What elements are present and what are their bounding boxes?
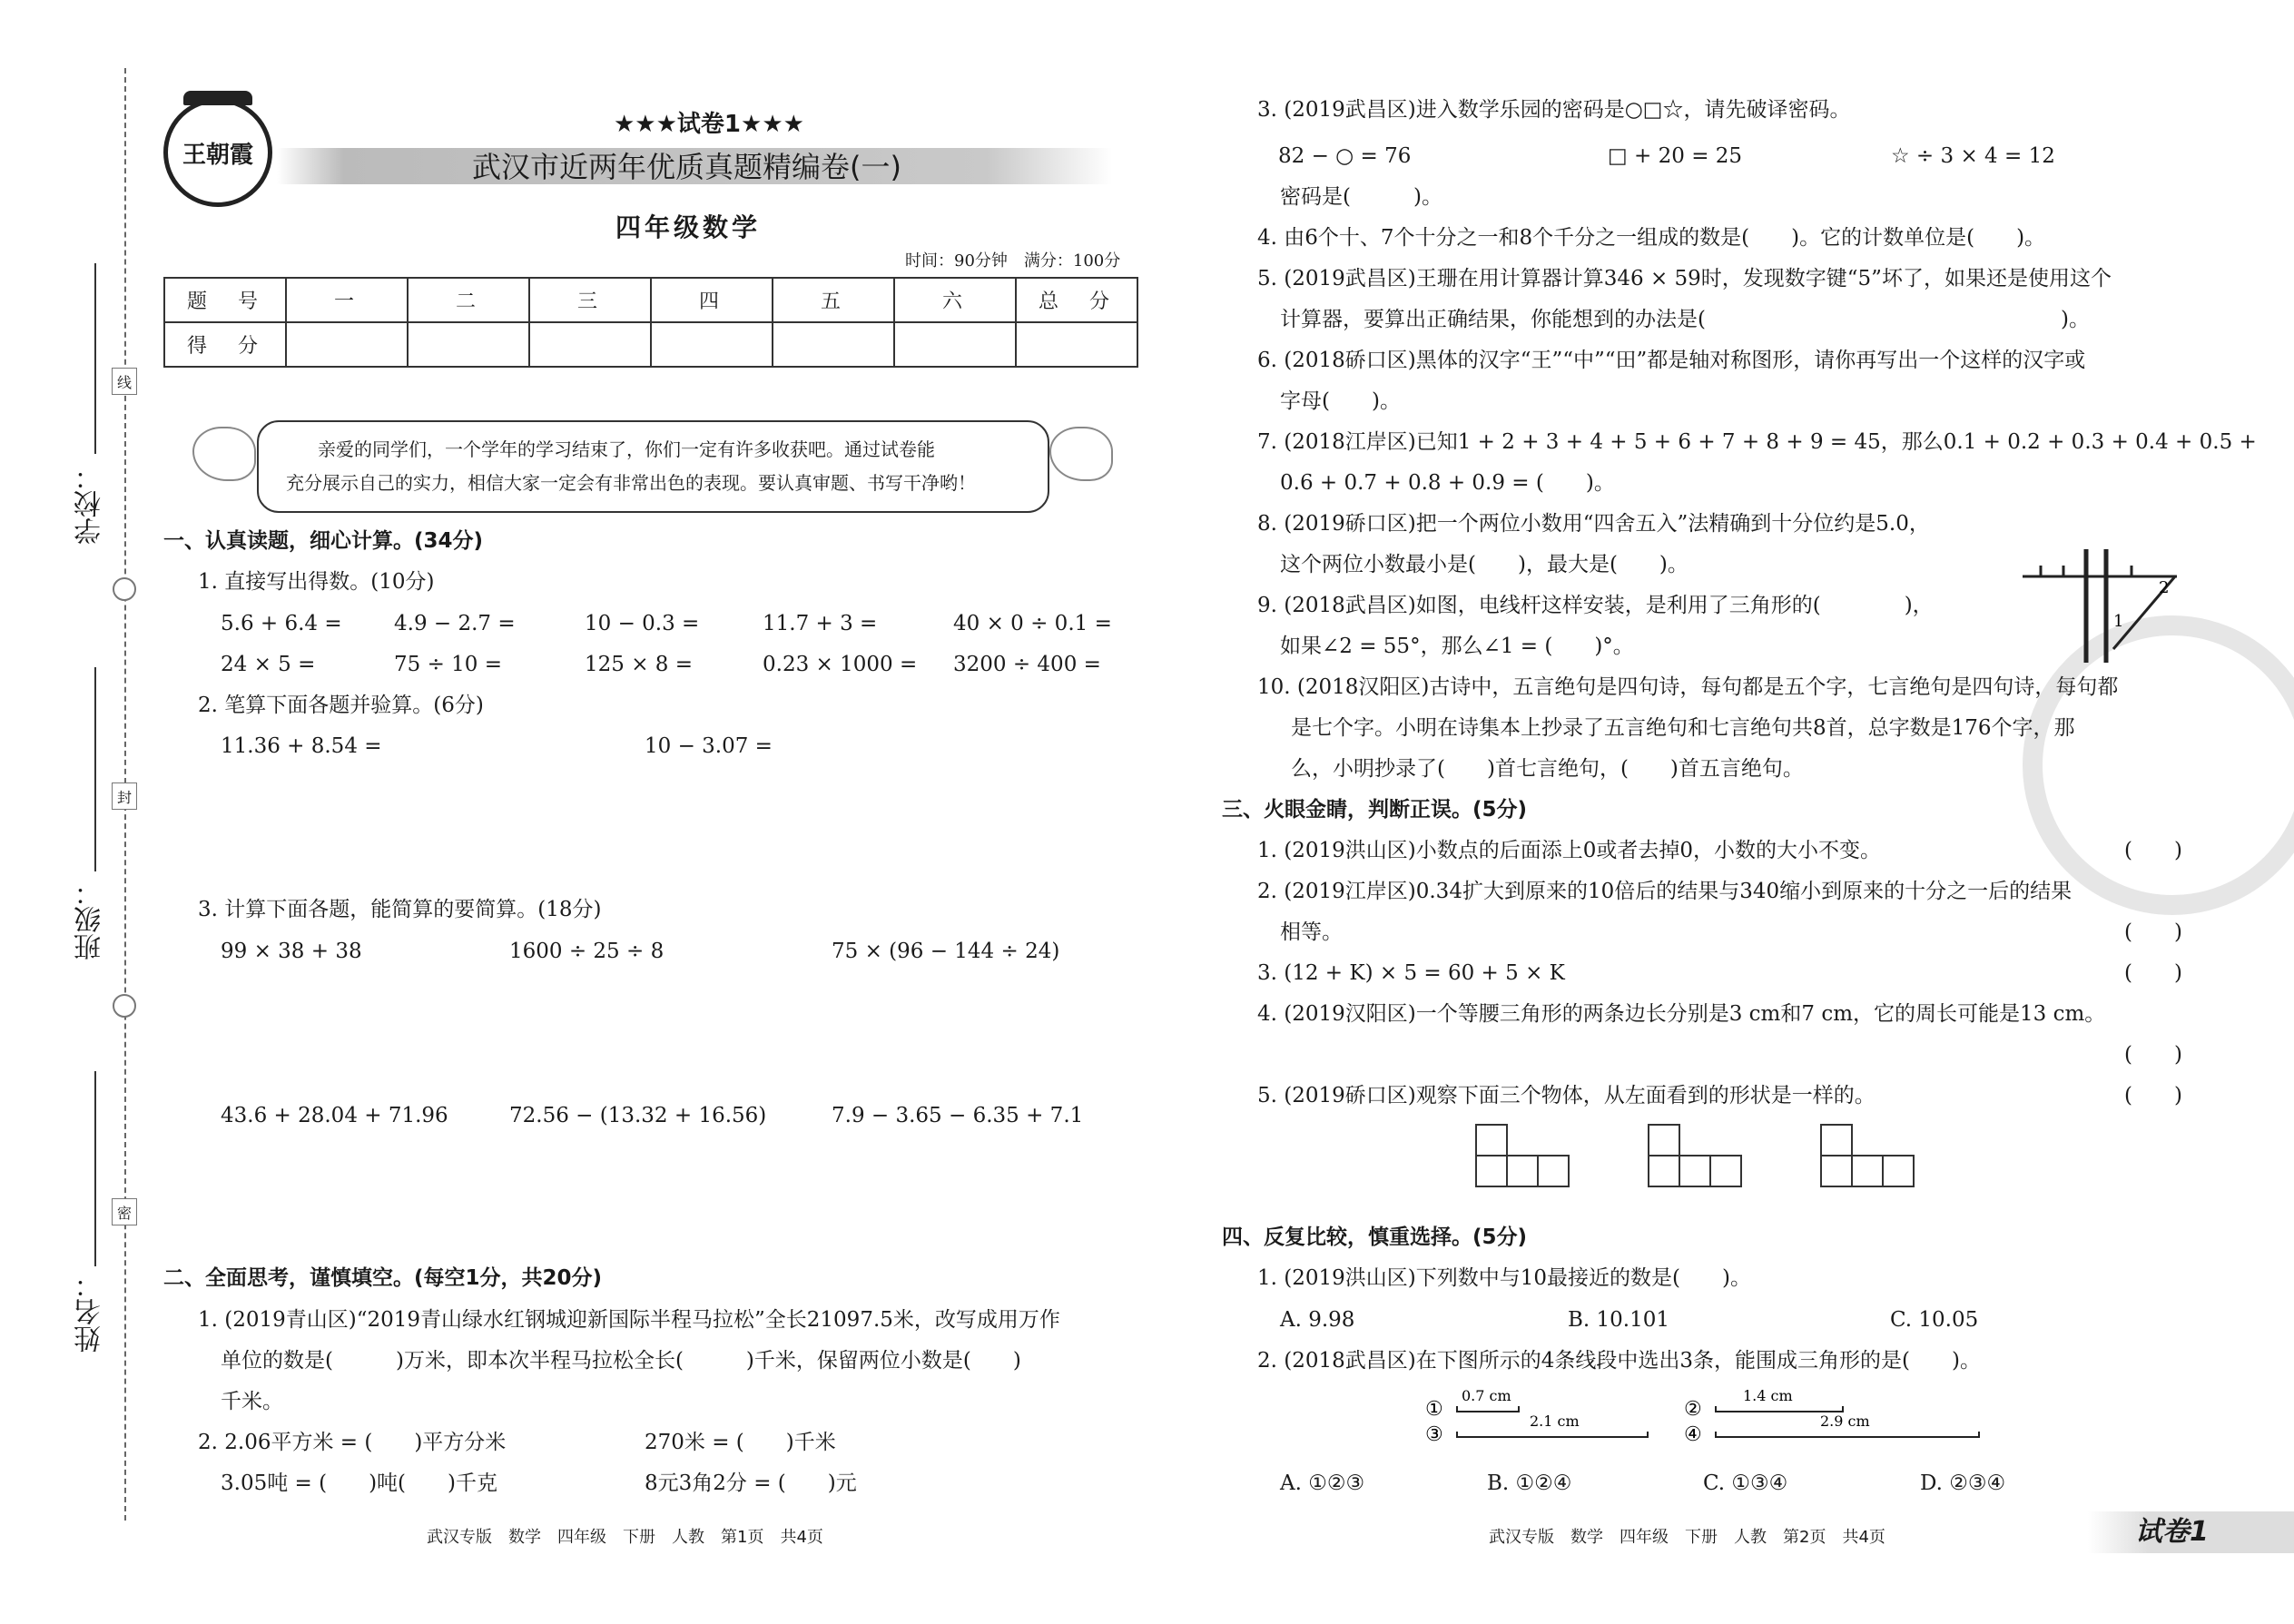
segment-label-4: ④ [1684,1423,1702,1446]
segment-length-3: 2.1 cm [1530,1412,1580,1430]
choice-2-option[interactable]: D. ②③④ [1920,1471,2006,1495]
angle-2-label: 2 [2159,578,2170,597]
q1-item: 4.9 − 2.7 = [394,612,516,635]
greeting-box [257,420,1049,513]
fill-1-line-1: 1. (2019青山区)“2019青山绿水红钢城迎新国际半程马拉松”全长21097.5米，改写成用万作 [198,1308,1060,1332]
fill-7-line-2: 0.6 + 0.7 + 0.8 + 0.9 = ( )。 [1280,471,1615,495]
score-header-cell: 一 [286,278,408,322]
cut-dot-icon [113,994,136,1018]
name-field[interactable] [94,1071,96,1266]
fill-1-line-3: 千米。 [221,1390,283,1413]
fill-2-a: 2. 2.06平方米 = ( )平方分米 [198,1431,507,1454]
segment-label-1: ① [1425,1398,1443,1421]
section-2-title: 二、全面思考，谨慎填空。(每空1分，共20分) [163,1266,603,1290]
cube [1709,1155,1742,1187]
score-cell[interactable] [1016,322,1137,367]
q2-work-area[interactable] [163,763,1144,890]
judge-2-line-2: 相等。 [1280,920,1343,944]
score-header-cell: 六 [894,278,1016,322]
class-label: 班级： [74,879,106,960]
judge-3: 3. (12 + K) × 5 = 60 + 5 × K [1257,961,1565,985]
q3-work-area[interactable] [163,968,1144,1095]
score-cell[interactable] [408,322,529,367]
cube [1820,1124,1853,1156]
wing-left-icon [192,427,256,481]
choice-1-option[interactable]: C. 10.05 [1890,1308,1979,1332]
q3-title: 3. 计算下面各题，能简算的要简算。(18分) [198,898,602,921]
q2-item: 10 − 3.07 = [645,734,773,758]
fill-4: 4. 由6个十、7个十分之一和8个千分之一组成的数是( )。它的计数单位是( )。 [1257,226,2046,250]
choice-2-option[interactable]: A. ①②③ [1280,1471,1365,1495]
fill-8-line-2: 这个两位小数最小是( )，最大是( )。 [1280,553,1689,576]
fill-10-line-1: 10. (2018汉阳区)古诗中，五言绝句是四句诗，每句都是五个字，七言绝句是四句诗，每句都 [1257,675,2119,699]
choice-1-option[interactable]: A. 9.98 [1280,1308,1355,1332]
q3-work-area[interactable] [163,1133,1144,1260]
cube [1475,1155,1508,1187]
choice-2-option[interactable]: C. ①③④ [1703,1471,1788,1495]
logo-text: 王朝霞 [182,141,253,169]
page-2-footer: 武汉专版 数学 四年级 下册 人教 第2页 共4页 [1489,1528,1885,1547]
segment-length-4: 2.9 cm [1820,1412,1870,1430]
segment-1 [1457,1406,1519,1412]
fill-3-eq: 82 − ○ = 76 [1278,144,1412,168]
cut-mark-secret: 密 [112,1198,137,1225]
fill-5-line-1: 5. (2019武昌区)王珊在用计算器计算346 × 59时，发现数字键“5”坏了，如果还是使用这个 [1257,267,2112,290]
fill-3-answer: 密码是( )。 [1280,185,1442,209]
judge-5: 5. (2019硚口区)观察下面三个物体，从左面看到的形状是一样的。 [1257,1084,1876,1107]
choice-1: 1. (2019洪山区)下列数中与10最接近的数是( )。 [1257,1266,1751,1290]
q1-item: 5.6 + 6.4 = [221,612,342,635]
judge-4: 4. (2019汉阳区)一个等腰三角形的两条边长分别是3 cm和7 cm，它的周长可能是13 cm。 [1257,1002,2106,1026]
school-field[interactable] [94,263,96,454]
section-3-title: 三、火眼金睛，判断正误。(5分) [1222,798,1528,822]
q1-item: 40 × 0 ÷ 0.1 = [953,612,1112,635]
fill-5-line-2: 计算器，要算出正确结果，你能想到的办法是( )。 [1280,308,2090,331]
cube [1882,1155,1915,1187]
score-table [163,277,1138,368]
segment-label-2: ② [1684,1398,1702,1421]
fill-10-line-3: 么，小明抄录了( )首七言绝句，( )首五言绝句。 [1291,757,1804,781]
q3-item: 99 × 38 + 38 [221,940,362,963]
angle-1-label: 1 [2113,612,2124,631]
choice-2-option[interactable]: B. ①②④ [1487,1471,1572,1495]
wing-right-icon [1049,427,1113,481]
q3-item: 72.56 − (13.32 + 16.56) [509,1104,767,1127]
score-header-cell: 四 [651,278,773,322]
score-header-cell: 总 分 [1016,278,1137,322]
segment-length-1: 0.7 cm [1462,1387,1511,1404]
segments-figure [1421,1384,1984,1448]
school-label: 学校： [74,463,106,545]
cube [1851,1155,1884,1187]
q1-item: 75 ÷ 10 = [394,653,503,676]
cube [1537,1155,1570,1187]
fill-6-line-1: 6. (2018硚口区)黑体的汉字“王”“中”“田”都是轴对称图形，请你再写出一个这样的汉字或 [1257,349,2086,372]
fill-1-line-2: 单位的数是( )万米，即本次半程马拉松全长( )千米，保留两位小数是( ) [221,1349,1021,1373]
q1-item: 24 × 5 = [221,653,316,676]
judge-4-answer[interactable]: ( ) [2124,1043,2182,1067]
q1-item: 125 × 8 = [585,653,694,676]
fill-3-line-1: 3. (2019武昌区)进入数学乐园的密码是○□☆，请先破译密码。 [1257,98,1851,122]
cut-mark-seal: 封 [112,782,137,810]
fill-3-eq: ☆ ÷ 3 × 4 = 12 [1891,144,2055,168]
q1-title: 1. 直接写出得数。(10分) [198,570,435,594]
judge-3-answer[interactable]: ( ) [2124,961,2182,985]
q3-item: 1600 ÷ 25 ÷ 8 [509,940,665,963]
segment-2 [1716,1406,1843,1412]
fill-6-line-2: 字母( )。 [1280,389,1401,413]
cube-object-3 [1820,1124,1938,1206]
fill-3-eq: □ + 20 = 25 [1608,144,1743,168]
fill-9-line-2: 如果∠2 = 55°，那么∠1 = ( )°。 [1280,635,1634,658]
judge-1-answer[interactable]: ( ) [2124,839,2182,862]
greeting-line-2: 充分展示自己的实力，相信大家一定会有非常出色的表现。要认真审题、书写干净哟！ [286,472,976,494]
greeting-line-1: 亲爱的同学们，一个学年的学习结束了，你们一定有许多收获吧。通过试卷能 [318,438,935,460]
q1-item: 10 − 0.3 = [585,612,700,635]
score-cell[interactable] [773,322,894,367]
judge-2-answer[interactable]: ( ) [2124,920,2182,944]
series-label: ★★★试卷1★★★ [614,111,804,138]
fill-8-line-1: 8. (2019硚口区)把一个两位小数用“四舍五入”法精确到十分位约是5.0， [1257,512,1930,536]
page-1-footer: 武汉专版 数学 四年级 下册 人教 第1页 共4页 [427,1528,823,1547]
segment-label-3: ③ [1425,1423,1443,1446]
score-cell[interactable] [651,322,773,367]
cube [1820,1155,1853,1187]
time-info: 时间：90分钟 满分：100分 [905,251,1121,271]
score-header-cell: 二 [408,278,529,322]
score-row-label: 得 分 [164,322,286,367]
exam-tab-label: 试卷1 [2135,1516,2209,1548]
fill-2-b: 270米 = ( )千米 [645,1431,836,1454]
q3-item: 7.9 − 3.65 − 6.35 + 7.1 [832,1104,1084,1127]
cube [1679,1155,1711,1187]
q1-item: 3200 ÷ 400 = [953,653,1101,676]
q1-item: 0.23 × 1000 = [763,653,918,676]
section-4-title: 四、反复比较，慎重选择。(5分) [1222,1225,1528,1249]
cut-mark-line: 线 [112,368,137,395]
fill-2-c: 3.05吨 = ( )吨( )千克 [221,1471,497,1495]
judge-1: 1. (2019洪山区)小数点的后面添上0或者去掉0，小数的大小不变。 [1257,839,1882,862]
fill-2-d: 8元3角2分 = ( )元 [645,1471,857,1495]
score-cell[interactable] [529,322,651,367]
name-label: 姓名： [74,1271,106,1353]
subject-title: 四年级数学 [615,212,762,242]
cube-object-2 [1648,1124,1766,1206]
q1-item: 11.7 + 3 = [763,612,878,635]
q3-item: 75 × (96 − 144 ÷ 24) [832,940,1060,963]
score-header-cell: 五 [773,278,894,322]
q2-title: 2. 笔算下面各题并验算。(6分) [198,694,484,717]
fill-9-line-1: 9. (2018武昌区)如图，电线杆这样安装，是利用了三角形的( )， [1257,594,1934,617]
choice-2: 2. (2018武昌区)在下图所示的4条线段中选出3条，能围成三角形的是( )。 [1257,1349,1981,1373]
score-header-cell: 三 [529,278,651,322]
q3-item: 43.6 + 28.04 + 71.96 [221,1104,448,1127]
choice-1-option[interactable]: B. 10.101 [1568,1308,1670,1332]
score-header-cell: 题 号 [164,278,286,322]
cube [1648,1155,1680,1187]
class-field[interactable] [94,667,96,871]
cube [1475,1124,1508,1156]
cube [1648,1124,1680,1156]
fill-7-line-1: 7. (2018江岸区)已知1 + 2 + 3 + 4 + 5 + 6 + 7 + 8 + 9 = 45，那么0.1 + 0.2 + 0.3 + 0.4 + 0.5 + [1257,430,2257,454]
judge-5-answer[interactable]: ( ) [2124,1084,2182,1107]
section-1-title: 一、认真读题，细心计算。(34分) [163,529,484,553]
segment-4 [1716,1432,1979,1437]
fill-10-line-2: 是七个字。小明在诗集本上抄录了五言绝句和七言绝句共8首，总字数是176个字，那 [1291,716,2075,740]
pole-figure [2023,549,2181,667]
q2-item: 11.36 + 8.54 = [221,734,382,758]
segment-length-2: 1.4 cm [1743,1387,1793,1404]
score-cell[interactable] [894,322,1016,367]
cut-dot-icon [113,577,136,601]
score-cell[interactable] [286,322,408,367]
brand-logo [163,98,272,207]
cube [1506,1155,1539,1187]
segment-3 [1457,1432,1648,1437]
exam-title: 武汉市近两年优质真题精编卷(一) [472,150,901,184]
judge-2-line-1: 2. (2019江岸区)0.34扩大到原来的10倍后的结果与340缩小到原来的十分之一后的结果 [1257,880,2072,903]
cube-object-1 [1475,1124,1593,1206]
